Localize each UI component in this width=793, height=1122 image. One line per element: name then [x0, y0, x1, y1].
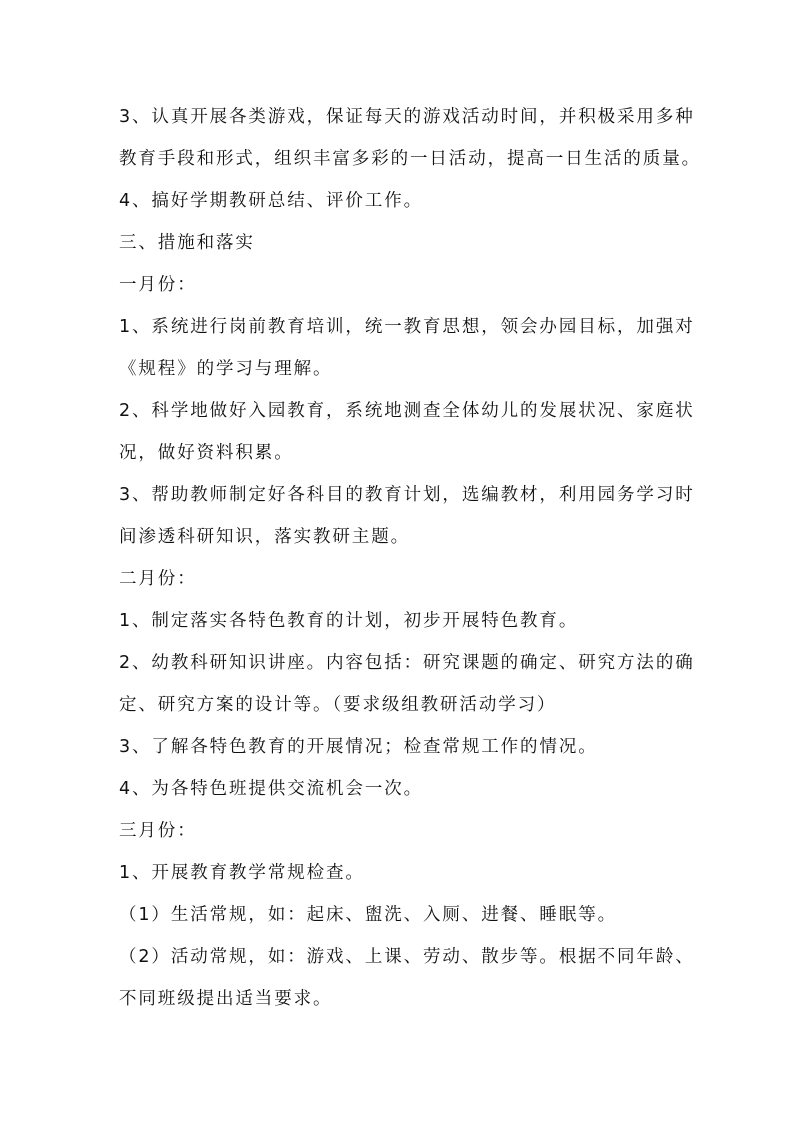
paragraph-line: 1、系统进行岗前教育培训，统一教育思想，领会办园目标，加强对 [119, 317, 695, 337]
month-heading: 一月份： [119, 275, 197, 295]
paragraph-line: 3、了解各特色教育的开展情况；检查常规工作的情况。 [119, 737, 598, 757]
paragraph-line: 2、科学地做好入园教育，系统地测查全体幼儿的发展状况、家庭状 [119, 401, 695, 421]
section-heading: 三、措施和落实 [119, 233, 255, 253]
paragraph-line: 定、研究方案的设计等。（要求级组教研活动学习） [119, 695, 557, 715]
paragraph-line: （1）生活常规，如：起床、盥洗、入厕、进餐、睡眠等。 [119, 905, 618, 925]
paragraph-line: 《规程》的学习与理解。 [119, 359, 333, 379]
paragraph-line: 4、为各特色班提供交流机会一次。 [119, 779, 424, 799]
paragraph-line: 间渗透科研知识，落实教研主题。 [119, 527, 410, 547]
paragraph-line: 2、幼教科研知识讲座。内容包括：研究课题的确定、研究方法的确 [119, 653, 695, 673]
paragraph-line: 不同班级提出适当要求。 [119, 989, 333, 1009]
paragraph-line: 4、搞好学期教研总结、评价工作。 [119, 191, 424, 211]
paragraph-line: 教育手段和形式，组织丰富多彩的一日活动，提高一日生活的质量。 [119, 149, 701, 169]
paragraph-line: 况，做好资料积累。 [119, 443, 294, 463]
paragraph-line: 3、认真开展各类游戏，保证每天的游戏活动时间，并积极采用多种 [119, 107, 695, 127]
paragraph-line: （2）活动常规，如：游戏、上课、劳动、散步等。根据不同年龄、 [119, 947, 695, 967]
paragraph-line: 1、制定落实各特色教育的计划，初步开展特色教育。 [119, 611, 579, 631]
paragraph-line: 1、开展教育教学常规检查。 [119, 863, 365, 883]
month-heading: 二月份： [119, 569, 197, 589]
paragraph-line: 3、帮助教师制定好各科目的教育计划，选编教材，利用园务学习时 [119, 485, 695, 505]
month-heading: 三月份： [119, 821, 197, 841]
